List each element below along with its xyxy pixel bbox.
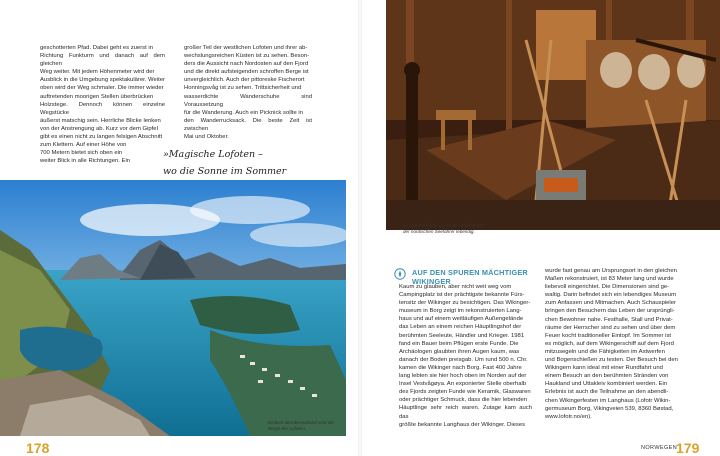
pull-quote: »Magische Lofoten – wo die Sonne im Sommer (163, 149, 287, 177)
section-heading: AUF DEN SPUREN MÄCHTIGER WIKINGER (412, 268, 528, 286)
viking-photo-caption: Im Lofotr Wikingermuseum wird die Zeit der nordischen Seefahrer lebendig. (403, 223, 484, 234)
running-head: NORWEGEN (641, 445, 678, 451)
page-number-left: 178 (26, 440, 50, 456)
right-column-2: wurde fast genau am Ursprungsort in den gleichen Maßen rekonstruiert, ist 83 Meter lang und wurde liebevoll eingerichtet. Die Dimensionen sind ge- waltig. Darin befindet sich ein lebendiges Museum zum Anfassen und Mitmachen. Auch Schauspieler bringen den Besuchern das Leben der ursprüngli- chen Bewohner nahe. Festhalle, Stall und Privat- räume der Herrscher sind zu sehen und über dem Feuer kocht traditioneller Eintopf. Im Sommer ist es möglich, auf dem Wikingerschiff auf dem Fjord mitzusegeln und die Fähigkeiten im Axtwerfen und Bogenschießen zu testen. Der Besuch bei den Wikingern kann ideal mit einer Rundfahrt und einem Besuch an den berühmten Stränden von Haukland und Uttakleiv kombiniert werden. Ein Erlebnis ist auch die Teilnahme an den abendli- chen Wikingerfesten im Langhaus (Lofotr Wikin- germuseum Borg, Vikingveien 539, 8360 Bøstad, www.lofotr.no/en). (545, 268, 678, 420)
left-column-1: geschotterten Pfad. Dabei geht es zuerst in Richtung Funkturm und danach auf dem gleichen Weg weiter. Mit jedem Höhenmeter wird der Ausblick in die Umgebung spektakulärer. Weiter oben wird der Weg schmaler. Die immer wieder auftretenden moorigen Stellen überbrücken Holzstege. Dennoch können einzelne Wegstücke äußerst matschig sein. Herrliche Blicke lenken von der Anstrengung ab. Kurz vor dem Gipfel gibt es einen nicht zu langen felsigen Abschnitt zum Klettern. Auf einer Höhe von 700 Metern bietet sich oben ein weiter Blick in alle Richtungen. Ein (40, 45, 165, 165)
fjord-photo-caption: Einfach atemberaubend sind die Berge der Lofoten. (268, 420, 334, 431)
left-column-2: großer Teil der westlichen Lofoten und ihrer ab- wechslungsreichen Küsten ist zu sehen. Beson- ders die Aussicht nach Nordosten auf den Fjord und die direkt aufsteigenden schroffen Berge ist unvergleichlich. Auch der pittoreske Fischerort Honningsvåg ist zu sehen. Trittsicherheit und wasserdichte Wanderschuhe sind Voraussetzung für die Wanderung. Auch ein Picknick sollte in den Wanderrucksack. Die beste Zeit ist zwischen Mai und Oktober. (184, 45, 312, 141)
lofoten-mountains-photo (0, 180, 346, 436)
left-page (0, 0, 358, 456)
page-number-right: 179 (676, 440, 700, 456)
compass-icon (394, 268, 406, 280)
right-column-1: Kaum zu glauben, aber nicht weit weg vom Campingplatz ist der prächtigste bekannte Fürs- tensitz der Wikinger zu besichtigen. Das Wikinger- museum in Borg zeigt im rekonstruierten Lang- haus und auf einem weitläufigen Außengelände das Leben an einem reichen Häuptlingshof der berühmten Seeleute, Händler und Krieger. 1981 fand ein Bauer beim Pflügen erste Funde. Die Archäologen glaubten ihren Augen kaum, was danach der Boden preisgab. Um rund 500 n. Chr. kamen die Wikinger nach Borg. Fast 400 Jahre lang lebten sie hier hoch oben im Norden auf der Insel Vestvågøya. An exponierter Stelle oberhalb des Fjords zeigten Funde wie Keramik, Glaswaren oder prächtiger Schmuck, dass die hier lebenden Häuptlinge sehr reich waren. Zutage kam auch das größte bekannte Langhaus der Wikinger. Dieses (399, 284, 532, 428)
viking-longhouse-photo (386, 0, 720, 230)
